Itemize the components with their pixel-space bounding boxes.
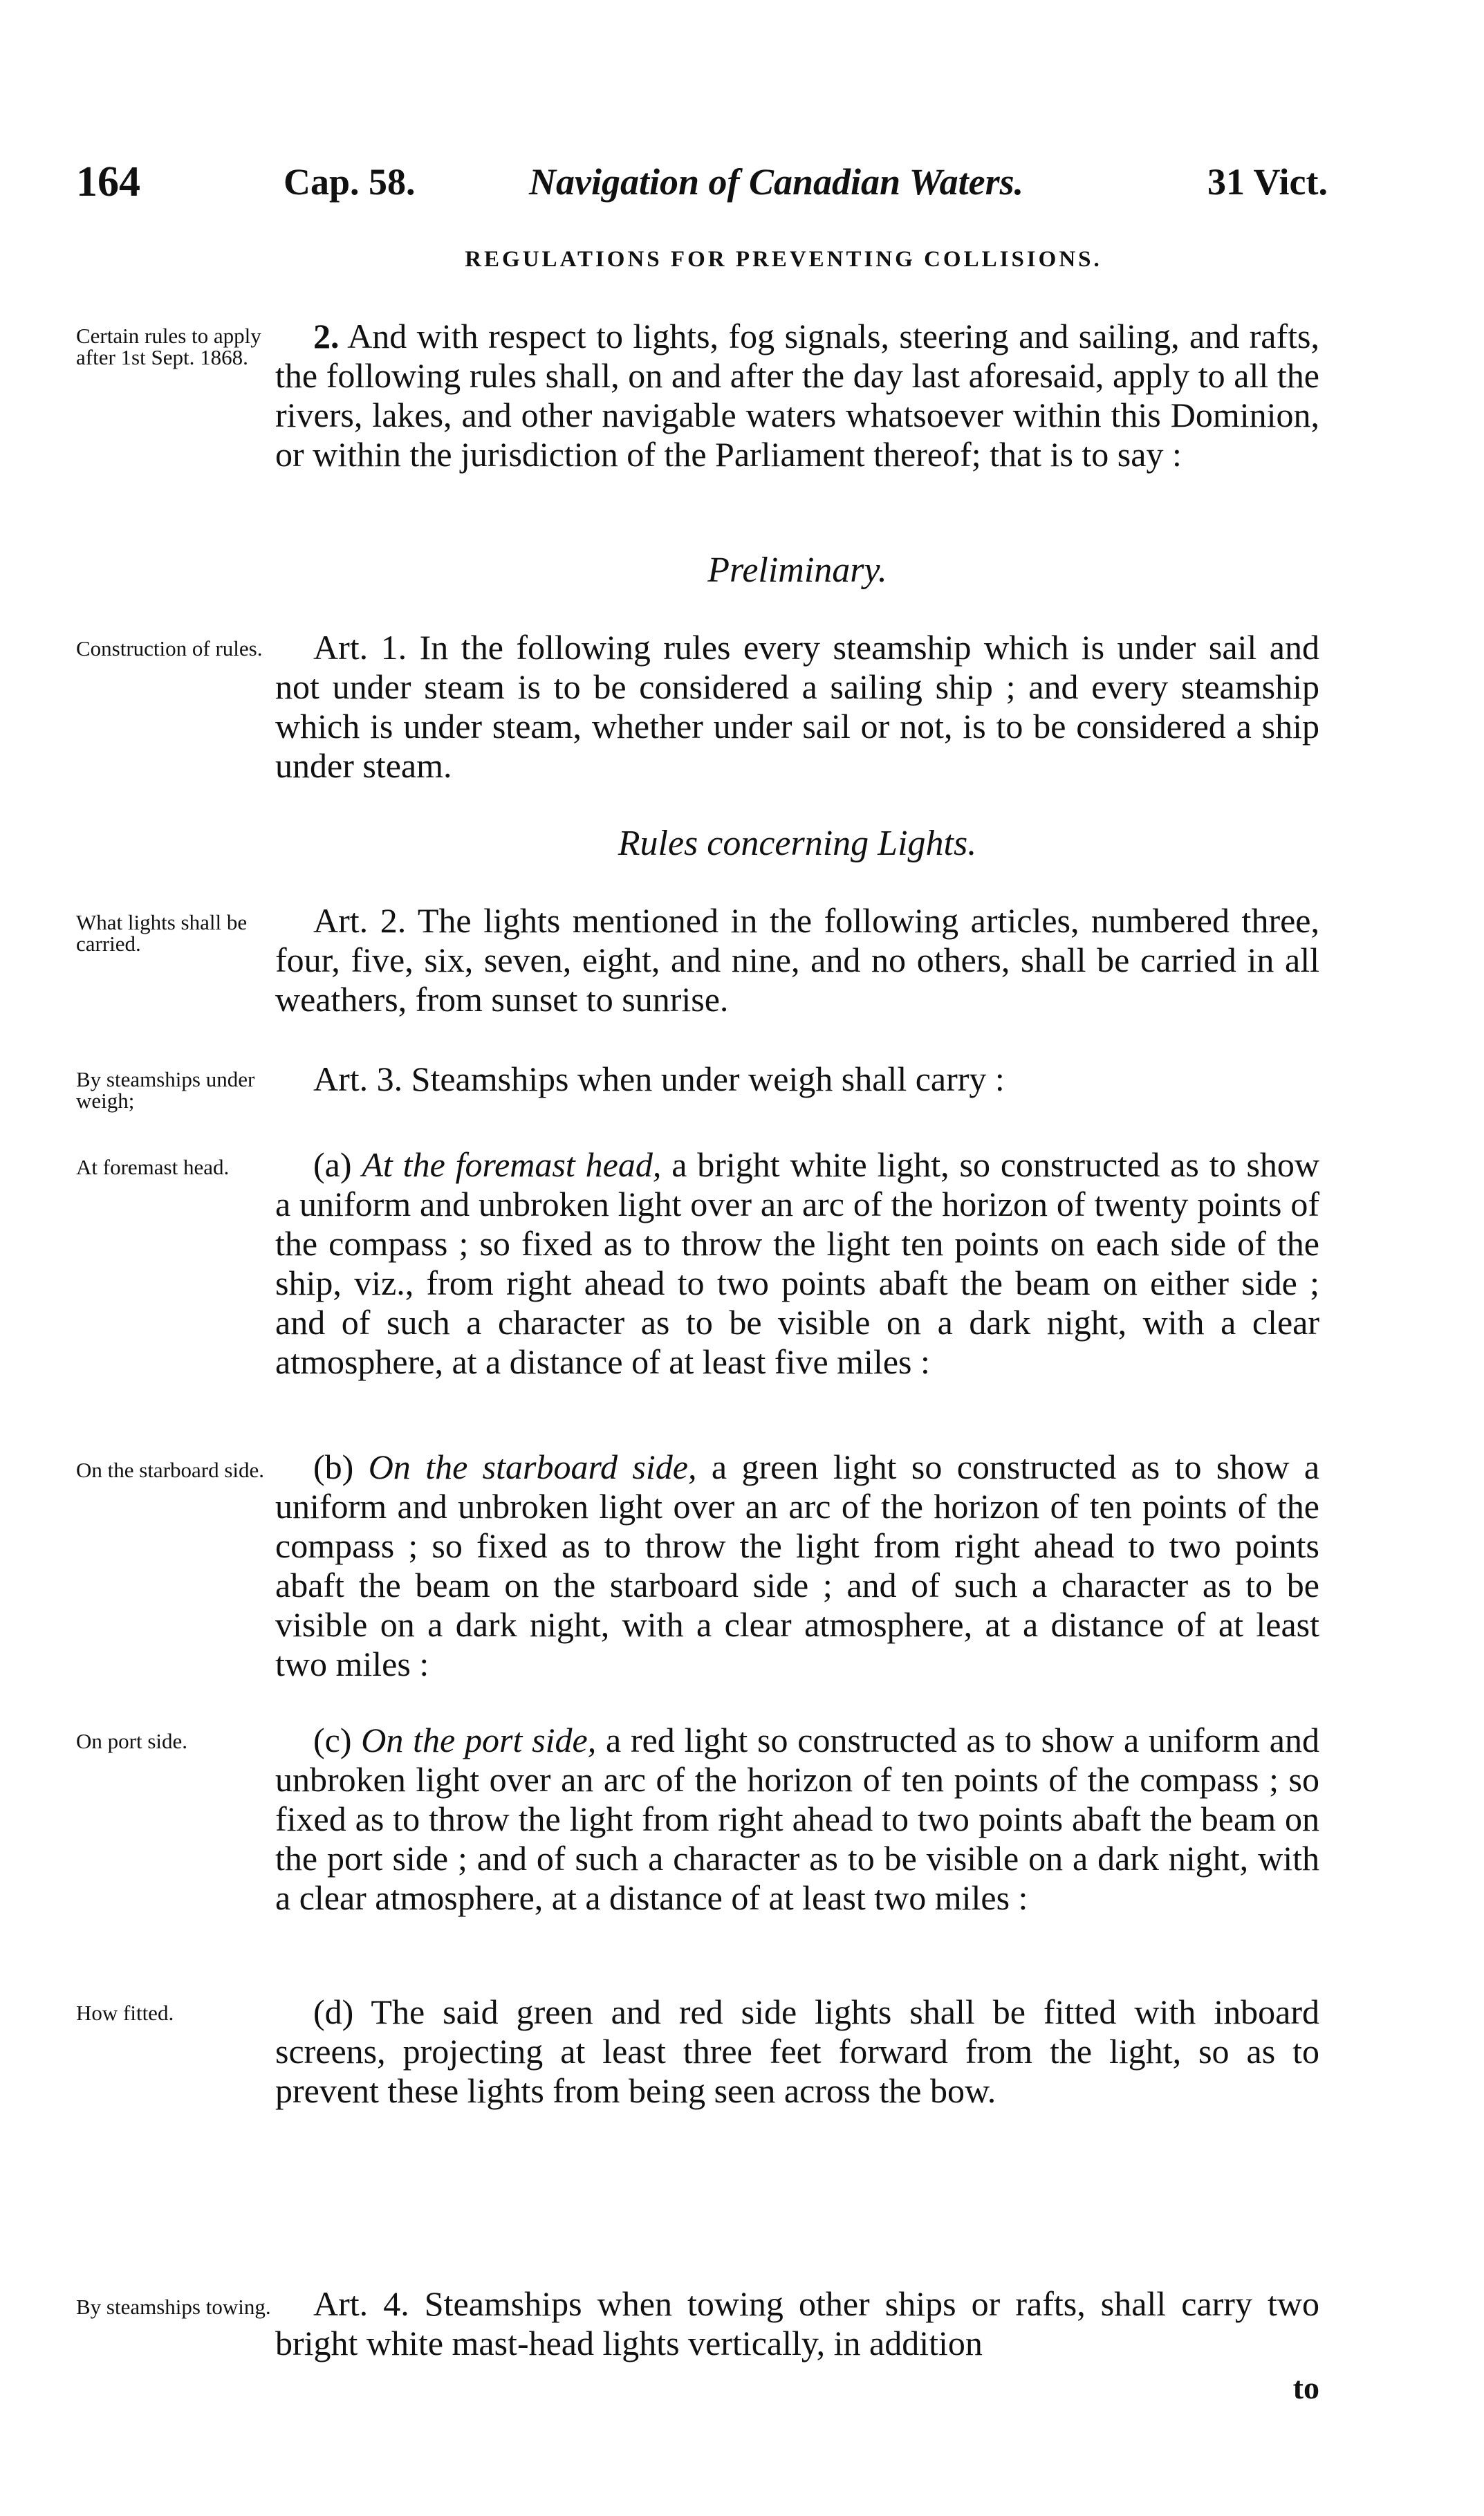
clause-b-paragraph — [275, 1447, 1319, 1684]
article-2-text: The lights mentioned in the following articles, numbered three, four, five, six, seven, eight, and nine, and no others, shall be carried in all weathers, from sunset to sunrise. — [275, 901, 1319, 1019]
clause-b-text: a green light so constructed as to show a uniform and unbroken light over an arc of the horizon of ten points of the compass ; so fixed as to throw the light from right ahead to two points abaft the beam on the starboard side ; and of such a character as to be visible on a dark night, with a clear atmosphere, at a distance of at least two miles : — [275, 1447, 1320, 1683]
margin-note-certain-rules: Certain rules to apply after 1st Sept. 1868. — [76, 324, 261, 369]
clause-c-paragraph — [275, 1721, 1319, 1918]
clause-c-text: a red light so constructed as to show a uniform and unbroken light over an arc of the horizon of ten points of the compass ; so fixed as to throw the light from right ahead to two points abaft the beam on the port side ; and of such a character as to be visible on a dark night, with a clear atmosphere, at a distance of at least two miles : — [275, 1721, 1319, 1917]
clause-b-lead: On the starboard side, — [368, 1447, 697, 1486]
page-number: 164 — [76, 158, 140, 205]
margin-note-under-weigh: By steamships under weigh; — [76, 1067, 255, 1113]
article-3-paragraph — [275, 1060, 1319, 1099]
margin-note-construction: Construction of rules. — [76, 636, 263, 660]
margin-note-how-fitted: How fitted. — [76, 2001, 174, 2025]
clause-d-paragraph — [275, 1992, 1319, 2111]
margin-note-towing: By steamships towing. — [76, 2295, 271, 2319]
clause-d-label: (d) — [313, 1992, 354, 2031]
article-4-label: Art. 4. — [313, 2284, 409, 2323]
clause-a-paragraph — [275, 1145, 1319, 1382]
clause-c-label: (c) — [313, 1721, 352, 1759]
chapter-label: Cap. 58. — [284, 161, 416, 203]
article-1-label: Art. 1. — [313, 628, 407, 667]
catchword: to — [1292, 2370, 1319, 2405]
running-title: Navigation of Canadian Waters. — [529, 161, 1024, 203]
heading-preliminary: Preliminary. — [707, 551, 887, 590]
article-2-paragraph — [275, 901, 1319, 1019]
article-3-text: Steamships when under weigh shall carry : — [411, 1060, 1005, 1098]
article-1-paragraph — [275, 628, 1319, 786]
article-4-text: Steamships when towing other ships or rafts, shall carry two bright white mast-head lights vertically, in addition — [275, 2284, 1320, 2362]
clause-c-lead: On the port side, — [361, 1721, 597, 1759]
section-subheading: REGULATIONS FOR PREVENTING COLLISIONS. — [465, 247, 1102, 272]
clause-d-text: The said green and red side lights shall be fitted with inboard screens, projecting at least three feet forward from the light, so as to prevent these lights from being seen across the bow. — [275, 1992, 1319, 2110]
section-2-paragraph — [275, 317, 1319, 474]
margin-note-starboard: On the starboard side. — [76, 1458, 265, 1482]
article-2-label: Art. 2. — [313, 901, 407, 940]
running-header — [76, 160, 1328, 209]
article-1-text: In the following rules every steamship which is under sail and not under steam is to be considered a sailing ship ; and every steamship which is under steam, whether under sail or not, is to be considered a ship under steam. — [275, 628, 1319, 785]
clause-a-label: (a) — [313, 1145, 352, 1184]
clause-b-label: (b) — [313, 1447, 354, 1486]
clause-a-lead: At the foremast head, — [362, 1145, 662, 1184]
margin-note-what-lights: What lights shall be carried. — [76, 910, 248, 956]
article-4-paragraph — [275, 2284, 1319, 2363]
margin-note-port: On port side. — [76, 1729, 188, 1753]
clause-a-text: a bright white light, so constructed as to show a uniform and unbroken light over an arc of the horizon of twenty points of the compass ; so fixed as to throw the light ten points on each side of the ship, viz., from right ahead to two points abaft the beam on either side ; and of such a character as to be visible on a dark night, with a clear atmosphere, at a distance of at least five miles : — [275, 1145, 1320, 1381]
article-3-label: Art. 3. — [313, 1060, 403, 1098]
heading-lights: Rules concerning Lights. — [618, 824, 977, 863]
margin-note-foremast: At foremast head. — [76, 1155, 230, 1179]
section-2-text: And with respect to lights, fog signals, steering and sailing, and rafts, the following rules shall, on and after the day last aforesaid, apply to all the rivers, lakes, and other navigable waters whatsoever within this Dominion, or within the jurisdiction of the Parliament thereof; that is to say : — [275, 317, 1319, 474]
section-number: 2. — [313, 317, 340, 355]
regnal-year: 31 Vict. — [1207, 161, 1328, 203]
